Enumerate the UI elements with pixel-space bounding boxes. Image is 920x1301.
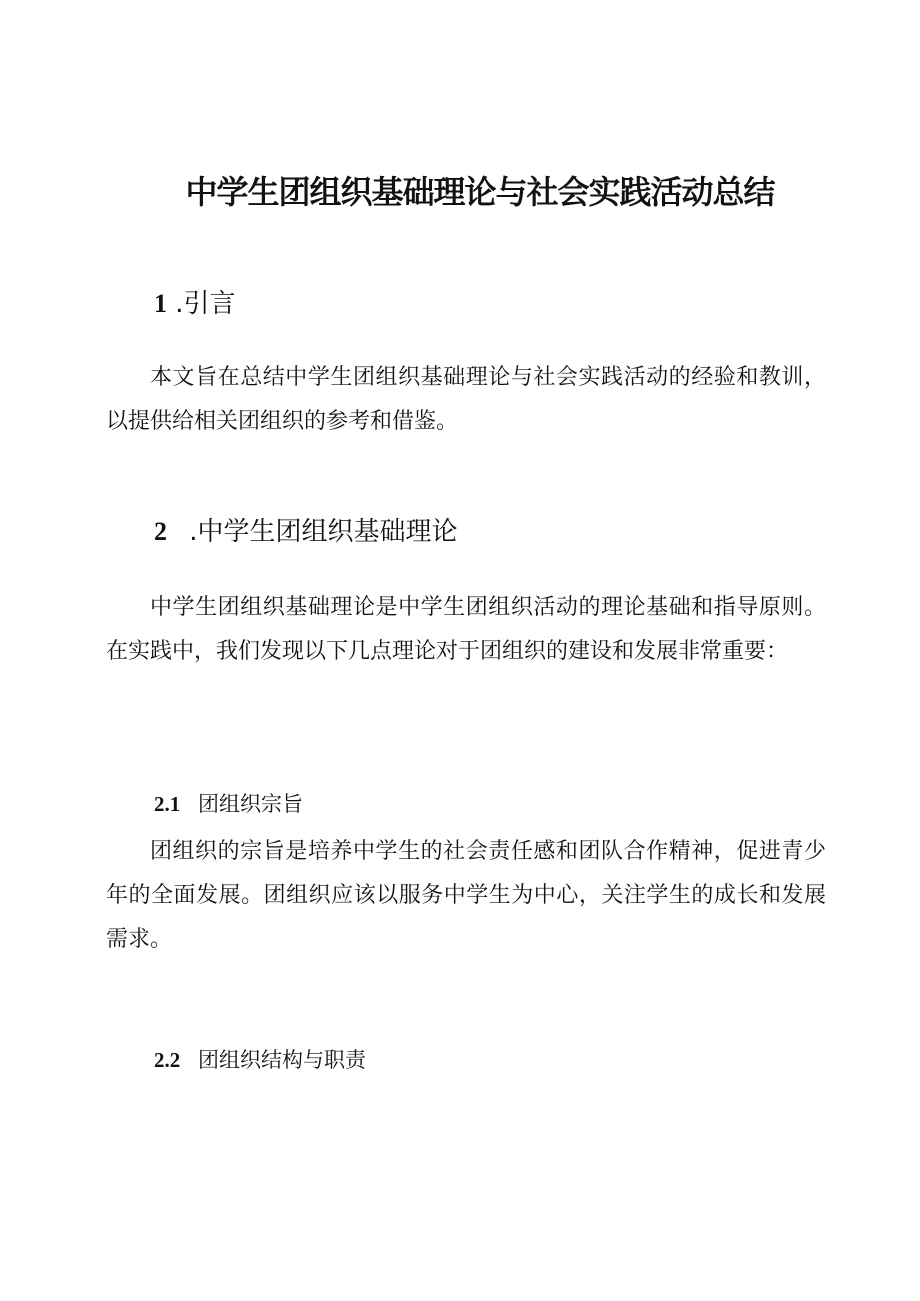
section-heading-intro — [154, 284, 236, 324]
subsection-heading-structure — [154, 1044, 366, 1076]
purpose-paragraph: 团组织的宗旨是培养中学生的社会责任感和团队合作精神，促进青少年的全面发展。团组织应该以服务中学生为中心，关注学生的成长和发展需求。 — [106, 839, 826, 952]
subsection-number: 2.1 — [154, 792, 181, 816]
subsection-title: 团组织宗旨 — [198, 792, 303, 816]
section-heading-theory — [154, 512, 458, 552]
theory-paragraph: 中学生团组织基础理论是中学生团组织活动的理论基础和指导原则。在实践中，我们发现以下几点理论对于团组织的建设和发展非常重要： — [106, 595, 826, 664]
section-title: .中学生团组织基础理论 — [189, 517, 458, 547]
subsection-title: 团组织结构与职责 — [198, 1048, 366, 1072]
intro-paragraph: 本文旨在总结中学生团组织基础理论与社会实践活动的经验和教训，以提供给相关团组织的参考和借鉴。 — [106, 365, 826, 434]
section-title: .引言 — [175, 289, 236, 319]
subsection-heading-purpose — [154, 788, 303, 820]
section-number: 1 — [154, 289, 167, 318]
document-title: 中学生团组织基础理论与社会实践活动总结 — [185, 173, 775, 211]
subsection-number: 2.2 — [154, 1048, 181, 1072]
section-number: 2 — [154, 517, 167, 546]
